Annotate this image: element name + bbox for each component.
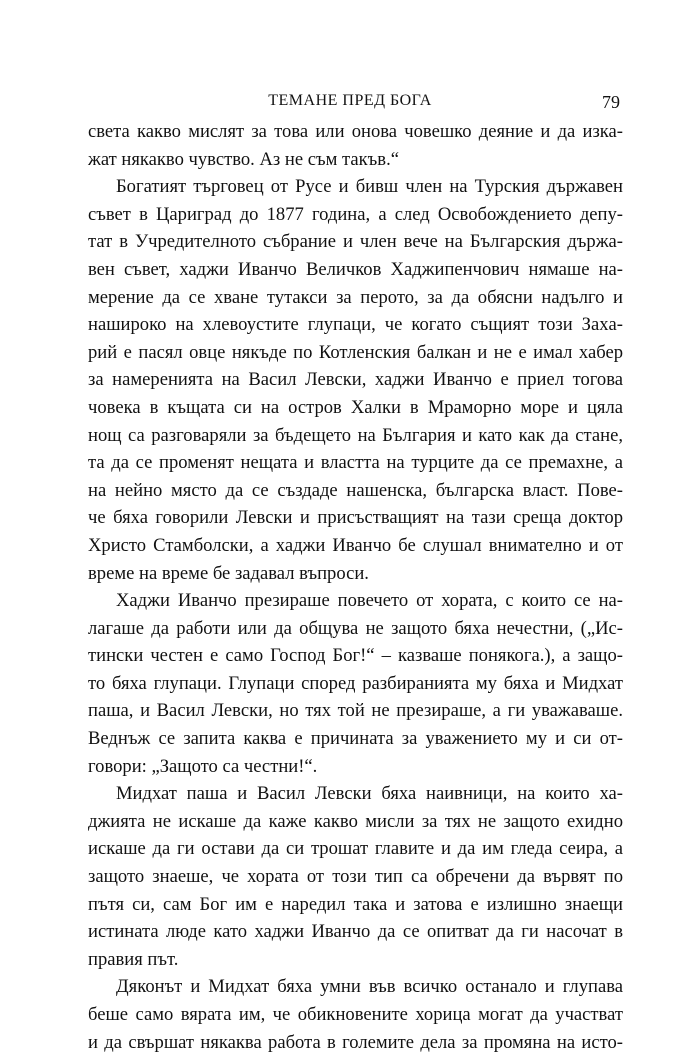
- text-line: че бяха говорили Левски и присъстващият на тази среща доктор: [88, 507, 623, 529]
- text-line: Дяконът и Мидхат бяха умни във всичко останало и глупава: [116, 976, 623, 998]
- text-line: нощ са разговаряли за бъдещето на България и като как да стане,: [88, 424, 623, 446]
- text-line: паша, и Васил Левски, но тях той не презираше, а ги уважаваше.: [88, 700, 623, 722]
- page-number: 79: [602, 92, 620, 112]
- text-line: Мидхат паша и Васил Левски бяха наивници, на които ха-: [116, 783, 623, 805]
- text-line: тат в Учредителното събрание и член вече на Българския държа-: [88, 231, 623, 253]
- text-line: говори: „Защото са честни!“.: [88, 755, 318, 777]
- body-text: [88, 118, 623, 1056]
- running-head: ТЕМАНЕ ПРЕД БОГА: [268, 92, 432, 109]
- text-line: нашироко на хлевоустите глупаци, че когато същият този Захa-: [88, 314, 623, 336]
- text-line: джията не искаше да каже какво мисли за тях не защото ехидно: [88, 810, 623, 832]
- text-line: беше само вярата им, че обикновените хорица могат да участват: [88, 1004, 623, 1025]
- text-line: човека в къщата си на остров Халки в Мраморно море и цяла: [88, 396, 623, 418]
- text-line: мерение да се хване тутакси за перото, за да обясни надълго и: [88, 286, 623, 308]
- text-line: и да свършат някаква работа в големите дела за промяна на исто-: [88, 1031, 623, 1053]
- text-line: Богатият търговец от Русе и бивш член на Турския държавен: [116, 176, 623, 198]
- text-line: рий е пасял овце някъде по Котленския балкан и не е имал хабер: [88, 341, 623, 363]
- text-line: тински честен е само Господ Бог!“ – казваше понякога.), а защо-: [88, 645, 623, 667]
- text-line: Хаджи Иванчо презираше повечето от хората, с които се на-: [116, 590, 623, 612]
- text-line: света какво мислят за това или онова човешко деяние и да изка-: [88, 121, 623, 142]
- text-line: Веднъж се запита каква е причината за уважението му и си от-: [88, 728, 623, 750]
- text-line: пътя си, сам Бог им е наредил така и затова е излишно знаещи: [88, 893, 623, 915]
- text-line: на нейно място да се създаде нашенска, българска власт. Пове-: [88, 479, 623, 501]
- text-line: за намеренията на Васил Левски, хаджи Иванчо е приел тогова: [88, 369, 623, 391]
- text-line: Христо Стамболски, а хаджи Иванчо бе слушал внимателно и от: [88, 534, 623, 556]
- text-line: съвет в Цариград до 1877 година, а след Освобождението депу-: [88, 203, 623, 225]
- text-line: защото знаеше, че хората от този тип са обречени да вървят по: [88, 866, 623, 888]
- text-line: лагаше да работи или да общува не защото бяха нечестни, („Ис-: [88, 617, 623, 639]
- text-line: вен съвет, хаджи Иванчо Величков Хаджипенчович нямаше на-: [88, 258, 623, 280]
- text-line: време на време бе задавал въпроси.: [88, 562, 369, 584]
- text-line: правия път.: [88, 948, 179, 970]
- text-line: та да се променят нещата и властта на турците да се премахне, а: [88, 452, 623, 474]
- text-line: искаше да ги остави да си трошат главите и да им гледа сеира, а: [88, 838, 623, 860]
- text-line: истината люде като хаджи Иванчо да се опитват да ги насочат в: [88, 921, 623, 943]
- text-line: жат някакво чувство. Аз не съм такъв.“: [88, 148, 399, 170]
- text-line: то бяха глупаци. Глупаци според разбиранията му бяха и Мидхат: [88, 672, 623, 694]
